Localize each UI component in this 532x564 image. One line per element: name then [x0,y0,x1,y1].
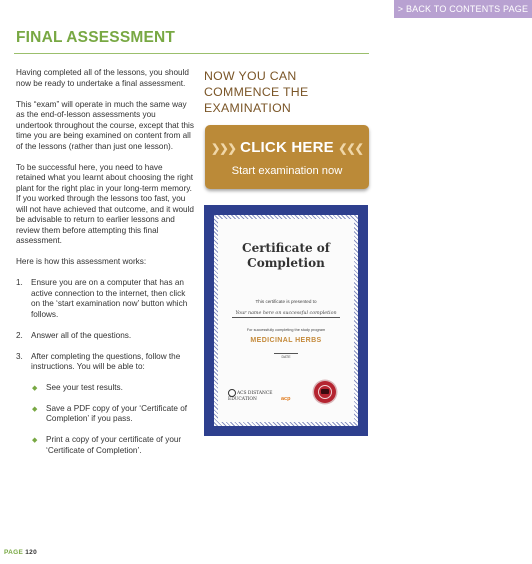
step-number: 1. [16,278,23,287]
certificate-paper [218,219,354,422]
chevron-left-icon: ❮❮❮ [338,143,363,155]
intro-paragraph-2: This “exam” will operate in much the same way as the end-of-lesson assessments you undertook throughout the course, except that this time you are being examined on content from all of the lessons (rather than just one lesson). [16,99,194,151]
body-text-column [16,68,194,467]
certificate-image [204,205,368,436]
acp-logo [281,387,299,402]
intro-paragraph-1: Having completed all of the lessons, you should now be ready to undertake a final assessment. [16,68,189,88]
page-footer [4,549,37,556]
seal-mark [321,389,329,394]
bullet-text: See your test results. [46,382,123,392]
step-item-1 [16,278,194,320]
diamond-bullet-icon: ◆ [32,405,38,413]
diamond-bullet-icon: ◆ [32,437,38,444]
sub-bullets-list [31,383,194,457]
start-examination-label: Start examination now [231,165,343,177]
bullet-item-1 [31,383,194,394]
bullet-text: Print a copy of your certificate of your ‘Certificate of Completion’. [46,435,182,455]
page-label: PAGE [4,549,24,556]
acs-logo-text-2: EDUCATION [228,397,257,402]
seal-icon [314,381,336,403]
start-examination-button[interactable] [205,125,369,189]
step-number: 2. [16,330,23,340]
certificate-presented-text: This certificate is presented to [255,299,317,304]
page-title: FINAL ASSESSMENT [16,29,176,46]
intro-paragraph-4: Here is how this assessment works: [16,257,147,266]
acp-logo-text: acp [281,396,291,402]
step-text: Answer all of the questions. [31,330,132,340]
back-to-contents-button[interactable]: > BACK TO CONTENTS PAGE [394,0,532,18]
acs-logo [228,389,272,402]
certificate-name-line: Your name here on successful completion [232,311,340,318]
intro-paragraph-3: To be successful here, you need to have retained what you learnt about choosing the right plant for the right plac in your long-term memory. If you worked through the lessons too fast, you will not have achieved that outcome, and it would be advisable to return to earlier lessons and review them before attempting this final assessment. [16,162,194,245]
cta-heading: NOW YOU CAN COMMENCE THE EXAMINATION [204,69,309,115]
bullet-item-3 [31,435,194,456]
certificate-title-line-2: Completion [247,256,325,270]
steps-list [16,278,194,456]
certificate-title-line-1: Certificate of [242,241,330,255]
step-text: After completing the questions, follow the instructions. You will be able to: [31,351,181,371]
certificate-date-label: DATE [274,353,298,359]
step-item-2 [16,331,194,342]
acs-logo-text-1: ACS DISTANCE [237,391,273,396]
chevron-right-icon: ❯❯❯ [211,143,236,155]
click-here-text: CLICK HERE [240,139,334,156]
step-item-3 [16,352,194,457]
acs-logo-icon [228,389,236,397]
certificate-course-name: MEDICINAL HERBS [250,337,322,344]
step-text: Ensure you are on a computer that has an active connection to the internet, then click on the ‘start examination now’ button which follows. [31,278,188,319]
diamond-bullet-icon: ◆ [32,384,38,392]
bullet-text: Save a PDF copy of your ‘Certificate of Completion’ if you pass. [46,403,188,423]
certificate-border [214,215,358,426]
title-divider [14,53,369,54]
bullet-item-2 [31,404,194,425]
click-here-label [205,139,369,156]
certificate-title [218,241,354,271]
certificate-completing-text: For successfully completing the study program [246,328,326,332]
step-number: 3. [16,351,23,361]
page-number: 120 [25,549,37,556]
